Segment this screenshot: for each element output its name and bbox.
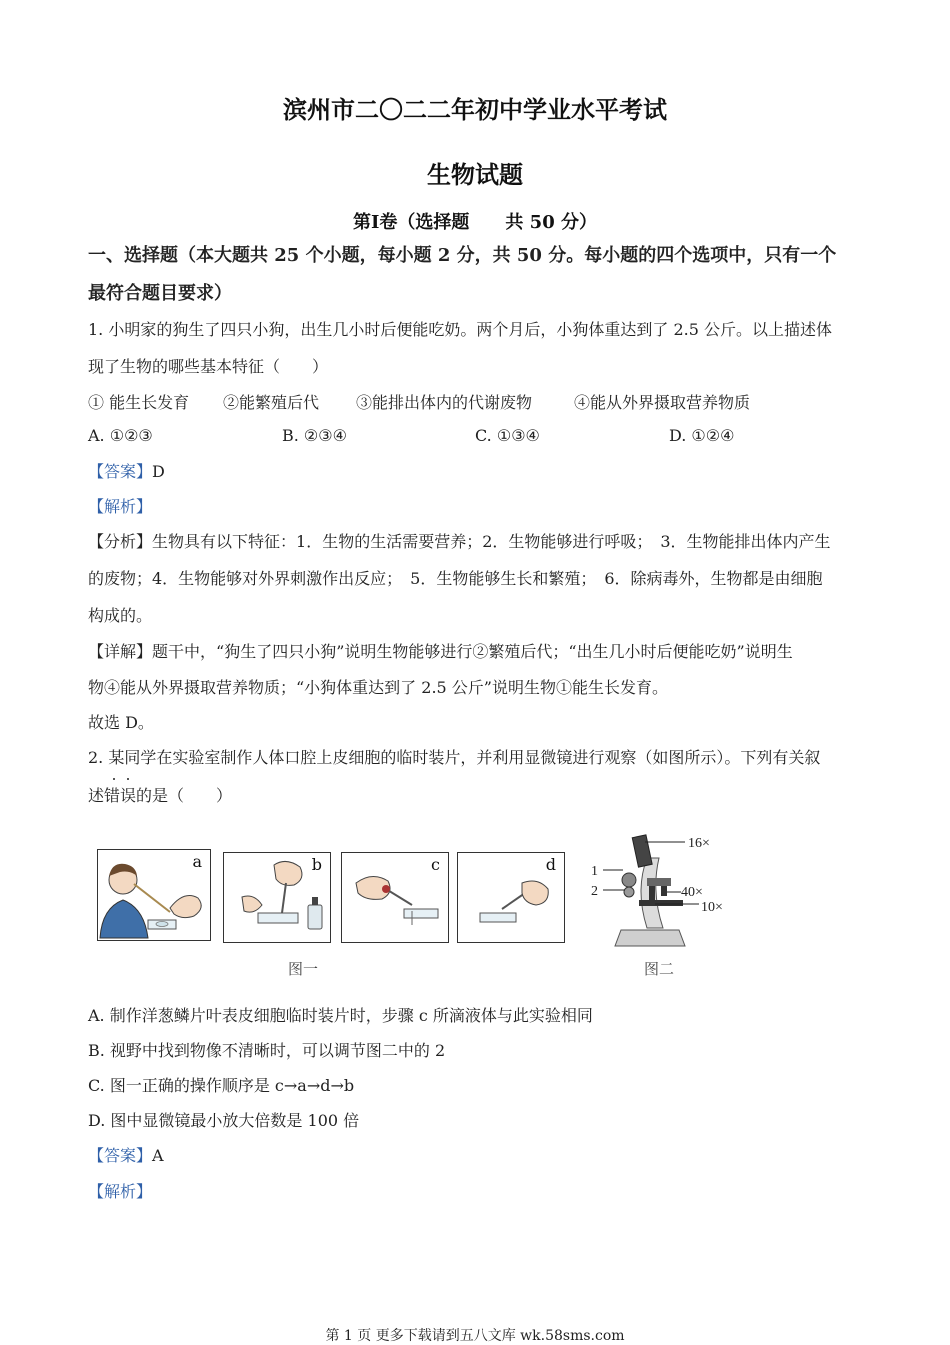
q2-stem-line1: 2. 某同学在实验室制作人体口腔上皮细胞的临时装片，并利用显微镜进行观察（如图所示）。下列有关叙 <box>88 748 821 767</box>
xiangjie-text: 题干中，“狗生了四只小狗”说明生物能够进行②繁殖后代；“出生几小时后便能吃奶”说明生 <box>152 642 793 661</box>
figure1-panel-a <box>97 849 211 941</box>
panel-letter-d: d <box>545 855 556 874</box>
figure2-caption: 图二 <box>644 960 675 978</box>
q2-analysis-tag: 【解析】 <box>88 1182 153 1201</box>
answer-tag: 【答案】 <box>88 462 153 481</box>
figure1-caption: 图一 <box>288 960 319 978</box>
q1-stem-line1: 1. 小明家的狗生了四只小狗，出生几小时后便能吃奶。两个月后，小狗体重达到了 2.5 公斤。以上描述体 <box>88 320 832 339</box>
q1-option-a: A. ①②③ <box>88 426 153 445</box>
q2-option-b: B. 视野中找到物像不清晰时，可以调节图二中的 2 <box>88 1041 446 1060</box>
answer-tag: 【答案】 <box>88 1146 153 1165</box>
section-heading: 第Ⅰ卷（选择题 共 50 分） <box>352 212 597 233</box>
q2-answer-value: A <box>152 1146 164 1165</box>
q1-xiangjie-line1 <box>88 642 868 662</box>
figure1-panel-d <box>457 852 565 943</box>
q2-option-d: D. 图中显微镜最小放大倍数是 100 倍 <box>88 1111 360 1130</box>
q2-stem-line2: 述错误的是（ ） <box>88 786 233 805</box>
part-heading-line1: 一、选择题（本大题共 25 个小题，每小题 2 分，共 50 分。每小题的四个选项中，只有一个 <box>88 245 837 266</box>
label-objective-40x: 40× <box>681 885 703 900</box>
q2-option-c: C. 图一正确的操作顺序是 c→a→d→b <box>88 1076 355 1095</box>
fenxi-text: 生物具有以下特征：1．生物的生活需要营养；2．生物能够进行呼吸； 3．生物能排出体内产生 <box>152 532 831 551</box>
subject-title: 生物试题 <box>427 160 523 189</box>
q1-feature-1: ① 能生长发育 <box>88 393 190 412</box>
label-part-2: 2 <box>591 884 598 899</box>
q1-answer <box>88 462 868 482</box>
q1-fenxi-line2: 的废物；4．生物能够对外界刺激作出反应； 5．生物能够生长和繁殖； 6．除病毒外，生物都是由细胞 <box>88 569 823 588</box>
panel-letter-b: b <box>311 855 322 874</box>
q1-option-d: D. ①②④ <box>669 426 735 445</box>
q1-option-c: C. ①③④ <box>475 426 540 445</box>
emphasis-dot <box>113 778 115 780</box>
q1-option-b: B. ②③④ <box>282 426 347 445</box>
q1-stem-line2: 现了生物的哪些基本特征（ ） <box>88 357 329 376</box>
fenxi-tag: 【分析】 <box>88 532 153 551</box>
label-eyepiece-16x: 16× <box>688 836 710 851</box>
q1-xiangjie-line2: 物④能从外界摄取营养物质；“小狗体重达到了 2.5 公斤”说明生物①能生长发育。 <box>88 678 668 697</box>
label-objective-10x: 10× <box>701 900 723 915</box>
q1-analysis-tag: 【解析】 <box>88 497 153 516</box>
page-footer: 第 1 页 更多下载请到五八文库 wk.58sms.com <box>325 1328 625 1344</box>
q1-options <box>88 426 868 446</box>
q1-feature-2: ②能繁殖后代 <box>223 393 320 412</box>
figure1-panel-c <box>341 852 449 943</box>
q1-answer-value: D <box>152 462 165 481</box>
exam-title: 滨州市二〇二二年初中学业水平考试 <box>283 95 667 124</box>
emphasis-dot <box>127 778 129 780</box>
q1-features <box>88 393 868 413</box>
panel-letter-a: a <box>192 852 202 871</box>
label-part-1: 1 <box>591 864 598 879</box>
q1-feature-4: ④能从外界摄取营养物质 <box>574 393 751 412</box>
q2-option-a: A. 制作洋葱鳞片叶表皮细胞临时装片时，步骤 c 所滴液体与此实验相同 <box>88 1006 593 1025</box>
xiangjie-tag: 【详解】 <box>88 642 153 661</box>
q1-fenxi-line1 <box>88 532 868 552</box>
part-heading-line2: 最符合题目要求） <box>88 283 232 304</box>
panel-letter-c: c <box>431 855 440 874</box>
q1-fenxi-line3: 构成的。 <box>88 606 153 625</box>
q2-answer <box>88 1146 868 1166</box>
q1-feature-3: ③能排出体内的代谢废物 <box>356 393 533 412</box>
q1-conclusion: 故选 D。 <box>88 713 154 732</box>
figure2-microscope <box>585 830 745 952</box>
figure1-panel-b <box>223 852 331 943</box>
